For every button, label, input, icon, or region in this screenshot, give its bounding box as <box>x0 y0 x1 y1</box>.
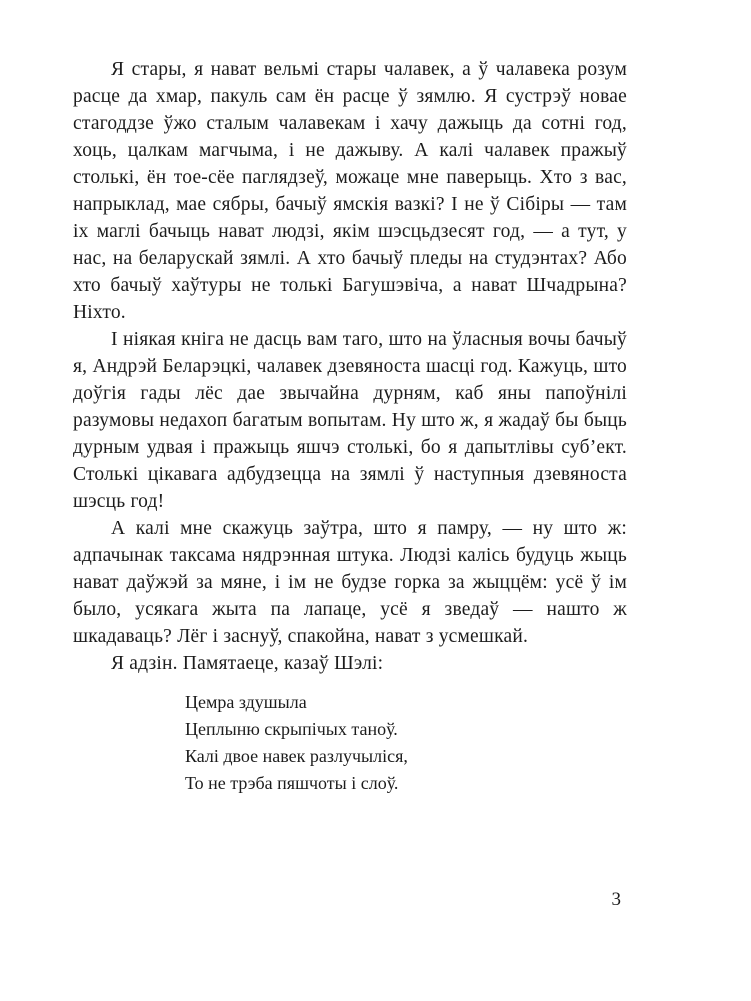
page-number: 3 <box>611 889 621 910</box>
paragraph: Я стары, я нават вельмі стары чалавек, а ў чалавека розум расце да хмар, пакуль сам ён расце ў зямлю. Я сустрэў новае стагоддзе ўжо сталым чалавекам і хачу дажыць да сотні год, хоць, цалкам магчыма, і не дажыву. А калі чалавек пражыў столькі, ён тое-сёе паглядзеў, можаце мне паверыць. Хто з вас, напрыклад, мае сябры, бачыў ямскія вазкі? І не ў Сібіры — там іх маглі бачыць нават людзі, якім шэсцьдзесят год, — а тут, у нас, на беларускай зямлі. А хто бачыў пледы на студэнтах? Або хто бачыў хаўтуры не толькі Багушэвіча, а нават Шчадрына? Ніхто. <box>73 59 627 323</box>
paragraph: Я адзін. Памятаеце, казаў Шэлі: <box>111 653 384 674</box>
paragraph: А калі мне скажуць заўтра, што я памру, — ну што ж: адпачынак таксама нядрэнная штука. Людзі калісь будуць жыць нават даўжэй за мяне, і ім не будзе горка за жыццём: усё ў ім было, усякага жыта па лапаце, усё я зведаў — нашто ж шкадаваць? Лёг і заснуў, спакойна, нават з усмешкай. <box>73 518 627 647</box>
page-text-block <box>73 56 627 797</box>
paragraph: І ніякая кніга не дасць вам таго, што на ўласныя вочы бачыў я, Андрэй Беларэцкі, чалавек дзевяноста шасці год. Кажуць, што доўгія гады лёс дае звычайна дурням, каб яны папоўнілі разумовы недахоп багатым вопытам. Ну што ж, я жадаў бы быць дурным удвая і пражыць яшчэ столькі, бо я дапытлівы суб’ект. Столькі цікавага адбудзецца на зямлі ў наступныя дзевяноста шэсць год! <box>73 329 627 512</box>
poem-quote <box>185 689 627 797</box>
poem-line: Цемра здушыла <box>185 692 307 712</box>
poem-line: То не трэба пяшчоты і слоў. <box>185 773 399 793</box>
poem-line: Калі двое навек разлучыліся, <box>185 746 408 766</box>
poem-line: Цеплыню скрыпічых таноў. <box>185 719 398 739</box>
